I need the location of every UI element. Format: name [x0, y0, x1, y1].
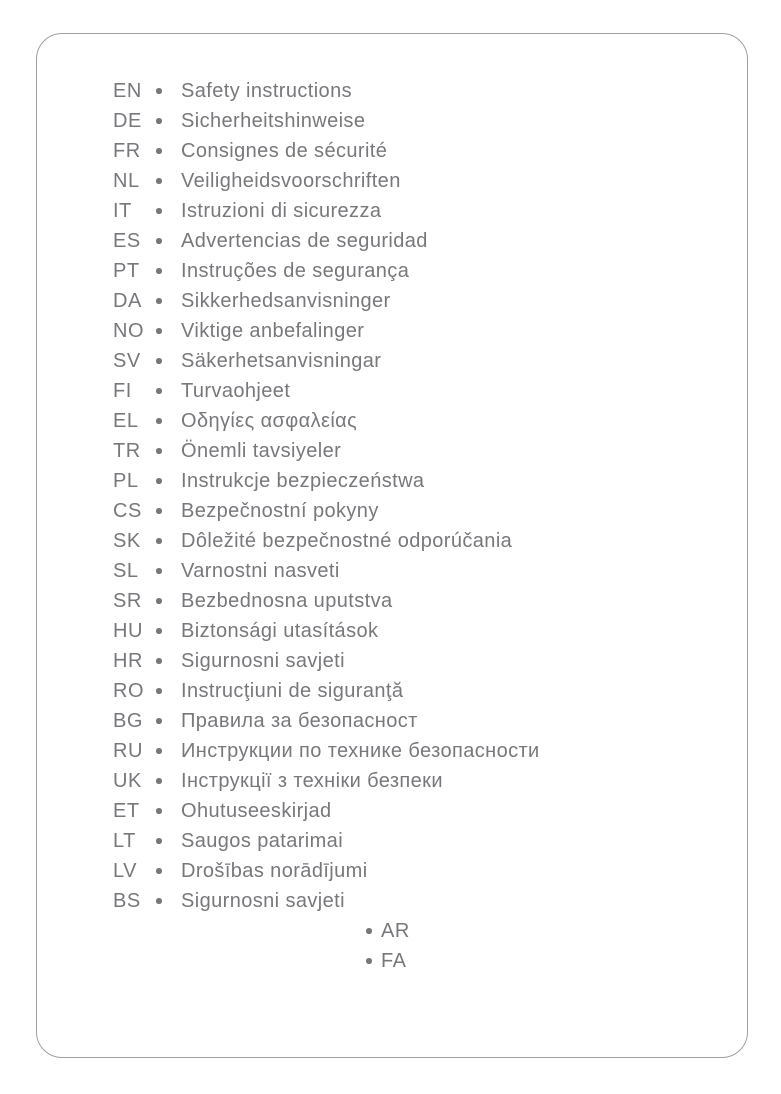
language-code: SK	[113, 530, 141, 552]
language-label: Sigurnosni savjeti	[181, 650, 345, 672]
language-code: FA	[381, 950, 407, 972]
language-code: EL	[113, 410, 139, 432]
language-code: RU	[113, 740, 143, 762]
bullet-icon	[156, 178, 181, 184]
bullet-icon	[156, 538, 181, 544]
language-row	[113, 436, 540, 466]
language-code: ET	[113, 800, 140, 822]
bullet-icon	[156, 688, 181, 694]
page-frame	[36, 33, 748, 1058]
bullet-icon	[156, 748, 181, 754]
language-row	[113, 616, 540, 646]
bullet-icon	[156, 418, 181, 424]
bullet-icon	[156, 118, 181, 124]
language-label: Οδηγίες ασφαλείας	[181, 410, 358, 432]
rtl-language-row	[366, 946, 540, 976]
language-label: Правила за безопасност	[181, 710, 418, 732]
language-row	[113, 106, 540, 136]
bullet-icon	[156, 898, 181, 904]
language-label: Advertencias de seguridad	[181, 230, 428, 252]
language-code: AR	[381, 920, 410, 942]
bullet-icon	[156, 328, 181, 334]
language-code: EN	[113, 80, 142, 102]
bullet-icon	[156, 208, 181, 214]
language-row	[113, 676, 540, 706]
bullet-icon	[156, 868, 181, 874]
language-row	[113, 556, 540, 586]
language-row	[113, 196, 540, 226]
language-label: Instrukcje bezpieczeństwa	[181, 470, 425, 492]
language-label: Ohutuseeskirjad	[181, 800, 332, 822]
bullet-icon	[156, 808, 181, 814]
language-row	[113, 796, 540, 826]
language-label: Saugos patarimai	[181, 830, 344, 852]
bullet-icon	[156, 508, 181, 514]
bullet-icon	[156, 358, 181, 364]
language-code: BS	[113, 890, 141, 912]
language-row	[113, 526, 540, 556]
language-row	[113, 706, 540, 736]
language-code: CS	[113, 500, 142, 522]
language-code: NO	[113, 320, 144, 342]
language-label: Bezbednosna uputstva	[181, 590, 393, 612]
language-row	[113, 826, 540, 856]
language-row	[113, 226, 540, 256]
language-row	[113, 886, 540, 916]
language-code: ES	[113, 230, 141, 252]
language-code: BG	[113, 710, 143, 732]
language-code: TR	[113, 440, 141, 462]
language-label: Dôležité bezpečnostné odporúčania	[181, 530, 513, 552]
language-label: Turvaohjeet	[181, 380, 291, 402]
language-code: FR	[113, 140, 141, 162]
language-row	[113, 76, 540, 106]
bullet-icon	[156, 568, 181, 574]
language-label: Instruções de segurança	[181, 260, 410, 282]
language-label: Інструкції з техніки безпеки	[181, 770, 443, 792]
language-row	[113, 766, 540, 796]
bullet-icon	[366, 928, 381, 934]
language-label: Instrucţiuni de siguranţă	[181, 680, 404, 702]
language-code: FI	[113, 380, 132, 402]
bullet-icon	[156, 448, 181, 454]
bullet-icon	[156, 628, 181, 634]
language-row	[113, 376, 540, 406]
language-row	[113, 166, 540, 196]
language-row	[113, 406, 540, 436]
bullet-icon	[156, 238, 181, 244]
language-code: SV	[113, 350, 141, 372]
language-code: PT	[113, 260, 140, 282]
language-row	[113, 496, 540, 526]
language-row	[113, 586, 540, 616]
bullet-icon	[156, 718, 181, 724]
language-row	[113, 646, 540, 676]
language-code: NL	[113, 170, 140, 192]
language-label: Säkerhetsanvisningar	[181, 350, 382, 372]
language-code: LT	[113, 830, 136, 852]
language-code: DE	[113, 110, 142, 132]
language-label: Sikkerhedsanvisninger	[181, 290, 391, 312]
language-row	[113, 256, 540, 286]
language-row	[113, 736, 540, 766]
language-code: UK	[113, 770, 142, 792]
language-row	[113, 316, 540, 346]
language-label: Инструкции по технике безопасности	[181, 740, 540, 762]
rtl-language-row	[366, 916, 540, 946]
bullet-icon	[156, 478, 181, 484]
language-label: Sigurnosni savjeti	[181, 890, 345, 912]
bullet-icon	[366, 958, 381, 964]
language-code: RO	[113, 680, 144, 702]
language-code: SL	[113, 560, 139, 582]
bullet-icon	[156, 298, 181, 304]
language-label: Viktige anbefalinger	[181, 320, 365, 342]
language-label: Safety instructions	[181, 80, 353, 102]
bullet-icon	[156, 658, 181, 664]
bullet-icon	[156, 778, 181, 784]
language-label: Sicherheitshinweise	[181, 110, 366, 132]
language-code: IT	[113, 200, 132, 222]
language-list	[113, 76, 540, 976]
language-label: Bezpečnostní pokyny	[181, 500, 379, 522]
language-label: Varnostni nasveti	[181, 560, 340, 582]
bullet-icon	[156, 88, 181, 94]
language-code: SR	[113, 590, 142, 612]
language-label: Veiligheidsvoorschriften	[181, 170, 401, 192]
language-code: PL	[113, 470, 139, 492]
language-code: HU	[113, 620, 143, 642]
bullet-icon	[156, 838, 181, 844]
language-code: HR	[113, 650, 143, 672]
language-row	[113, 346, 540, 376]
bullet-icon	[156, 388, 181, 394]
language-row	[113, 466, 540, 496]
language-code: DA	[113, 290, 142, 312]
language-row	[113, 856, 540, 886]
language-row	[113, 286, 540, 316]
language-row	[113, 136, 540, 166]
bullet-icon	[156, 148, 181, 154]
language-label: Istruzioni di sicurezza	[181, 200, 382, 222]
bullet-icon	[156, 268, 181, 274]
language-label: Önemli tavsiyeler	[181, 440, 342, 462]
language-label: Consignes de sécurité	[181, 140, 388, 162]
language-label: Drošības norādījumi	[181, 860, 368, 882]
bullet-icon	[156, 598, 181, 604]
language-code: LV	[113, 860, 137, 882]
language-label: Biztonsági utasítások	[181, 620, 379, 642]
